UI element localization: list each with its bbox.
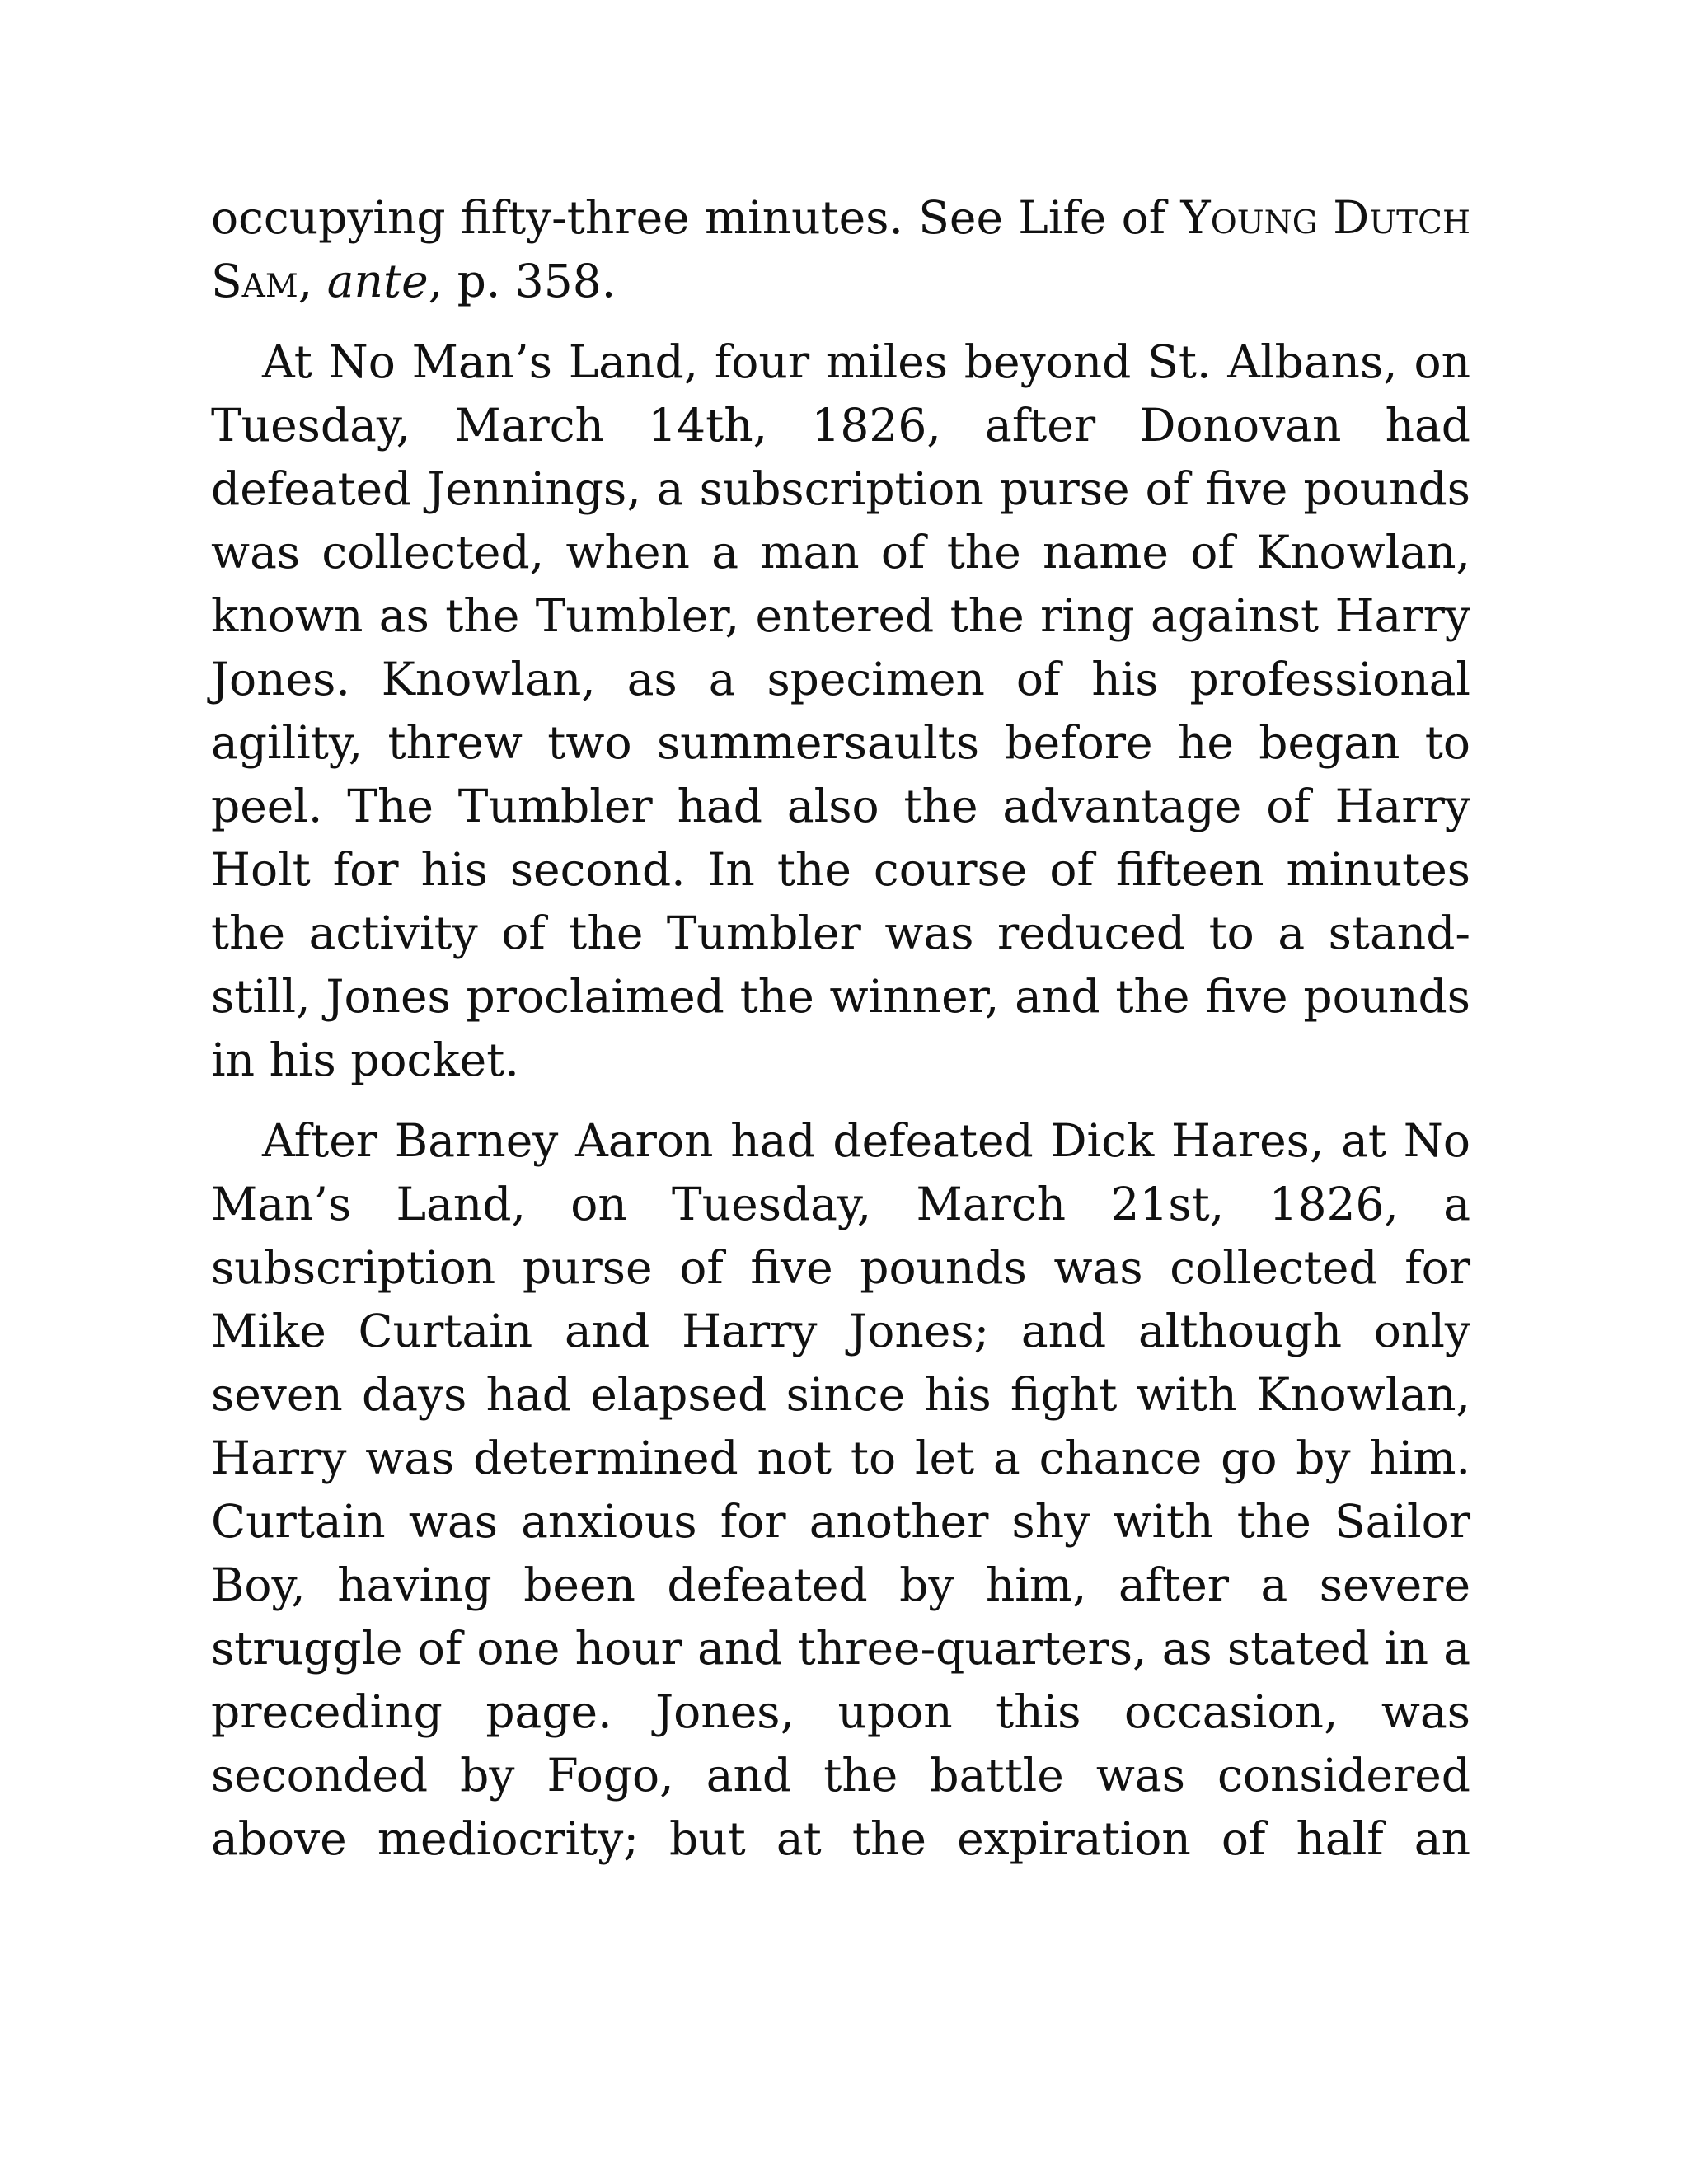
comma-text: , — [298, 255, 327, 307]
paragraph-continuation — [211, 186, 1470, 313]
paragraph-curtain-fight: After Barney Aaron had defeated Dick Hares, at No Man’s Land, on Tuesday, March 21st, 1826, a subscription purse of five pounds was collected for Mike Curtain and Harry Jones; and although only seven days had elapsed since his fight with Knowlan, Harry was determined not to let a chance go by him. Curtain was anxious for another shy with the Sailor Boy, having been defeated by him, after a severe struggle of one hour and three-quarters, as stated in a preceding page. Jones, upon this occasion, was seconded by Fogo, and the battle was considered above mediocrity; but at the expiration of half an — [211, 1114, 1470, 1865]
italic-reference: ante — [326, 255, 429, 307]
paragraph-text: occupying fifty-three minutes. See Life of — [211, 191, 1181, 244]
small-caps-reference: Young Dutch Sam — [211, 191, 1470, 307]
document-page — [211, 186, 1470, 1888]
paragraph-knowlan-fight: At No Man’s Land, four miles beyond St. Albans, on Tuesday, March 14th, 1826, after Donovan had defeated Jennings, a subscription purse of five pounds was collected, when a man of the name of Knowlan, known as the Tumbler, entered the ring against Harry Jones. Knowlan, as a specimen of his professional agility, threw two summersaults before he began to peel. The Tumbler had also the advantage of Harry Holt for his second. In the course of fifteen minutes the activity of the Tumbler was reduced to a stand-still, Jones proclaimed the winner, and the five pounds in his pocket. — [211, 335, 1470, 1086]
page-reference-text: , p. 358. — [428, 255, 617, 307]
